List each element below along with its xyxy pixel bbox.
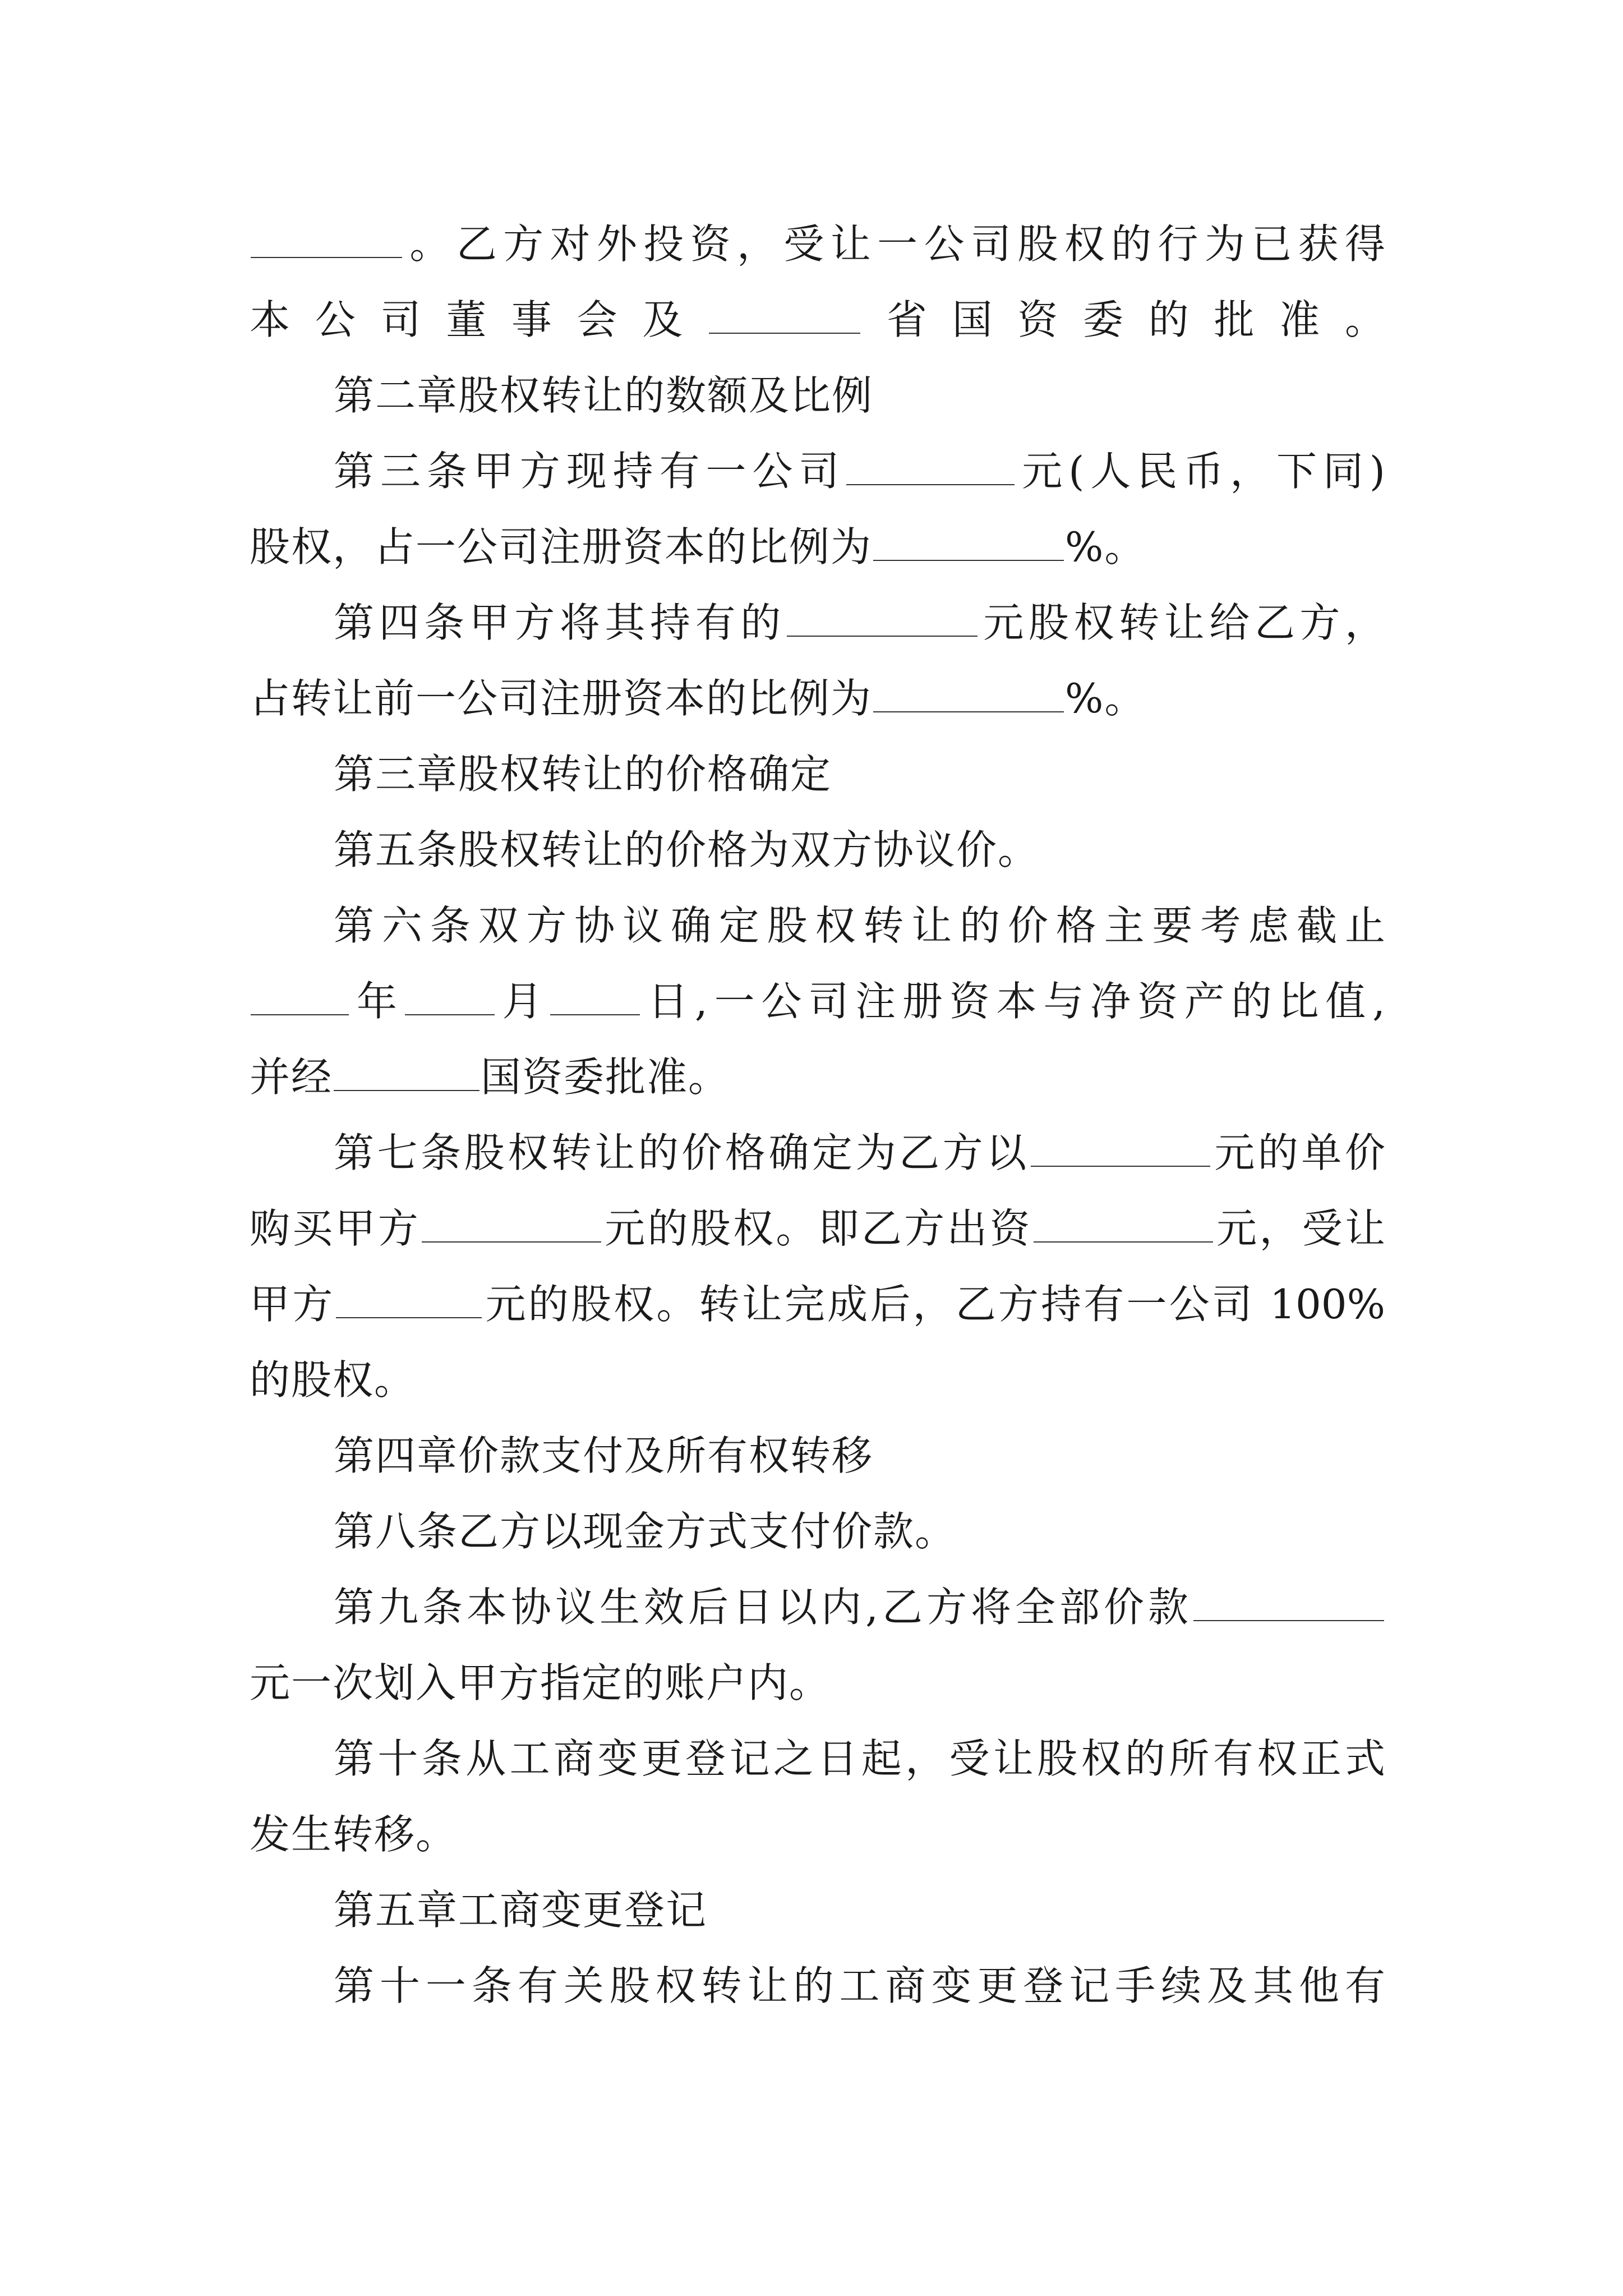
fill-blank [873,526,1064,561]
text-line: 购买甲方 元的股权。即乙方出资 元，受让 [250,1205,1385,1252]
text-line: 第五条股权转让的价格为双方协议价。 [334,826,1040,873]
text-line: 甲方 元的股权。转让完成后，乙方持有一公司 100% [250,1281,1385,1328]
fill-blank [405,981,495,1015]
fill-blank [251,223,402,258]
chapter-heading: 第四章价款支付及所有权转移 [334,1432,874,1479]
text-line: 第六条双方协议确定股权转让的价格主要考虑截止 [334,902,1385,949]
fill-blank [1031,1132,1210,1167]
fill-blank [422,1208,601,1243]
fill-blank [787,602,978,637]
text-line: 年 月 日,一公司注册资本与净资产的比值, [250,970,1385,1032]
text-line: 并经 国资委批准。 [250,1053,730,1101]
fill-blank [251,981,349,1015]
chapter-heading: 第五章工商变更登记 [334,1887,708,1934]
text-line: 第十一条有关股权转让的工商变更登记手续及其他有 [334,1962,1385,2009]
text-line: 第十条从工商变更登记之日起，受让股权的所有权正式 [334,1735,1385,1782]
text-line: 第七条股权转让的价格确定为乙方以 元的单价 [334,1129,1385,1176]
fill-blank [334,1056,479,1091]
text-line: 的股权。 [250,1356,416,1404]
chapter-heading: 第三章股权转让的价格确定 [334,751,832,798]
text-line: 第九条本协议生效后日以内,乙方将全部价款 [334,1576,1385,1638]
text-line: 。乙方对外投资，受让一公司股权的行为已获得 [250,213,1385,275]
fill-blank [846,450,1015,485]
fill-blank [1193,1586,1384,1621]
fill-blank [550,981,640,1015]
text-line: 第四条甲方将其持有的 元股权转让给乙方， [334,599,1385,646]
text-line: 元一次划入甲方指定的账户内。 [250,1659,831,1706]
chapter-heading: 第二章股权转让的数额及比例 [334,372,874,419]
text-line: 股权，占一公司注册资本的比例为 %。 [250,523,1146,570]
fill-blank [709,299,860,334]
text-line: 第三条甲方现持有一公司 元(人民币，下同) [334,448,1385,495]
text-line: 占转让前一公司注册资本的比例为 %。 [250,675,1146,722]
text-line: 本公司董事会及 省国资委的批准。 [250,296,1385,343]
fill-blank [1034,1208,1213,1243]
text-line: 第八条乙方以现金方式支付价款。 [334,1508,957,1555]
text-line: 发生转移。 [250,1811,458,1858]
fill-blank [336,1283,482,1318]
fill-blank [873,678,1064,712]
